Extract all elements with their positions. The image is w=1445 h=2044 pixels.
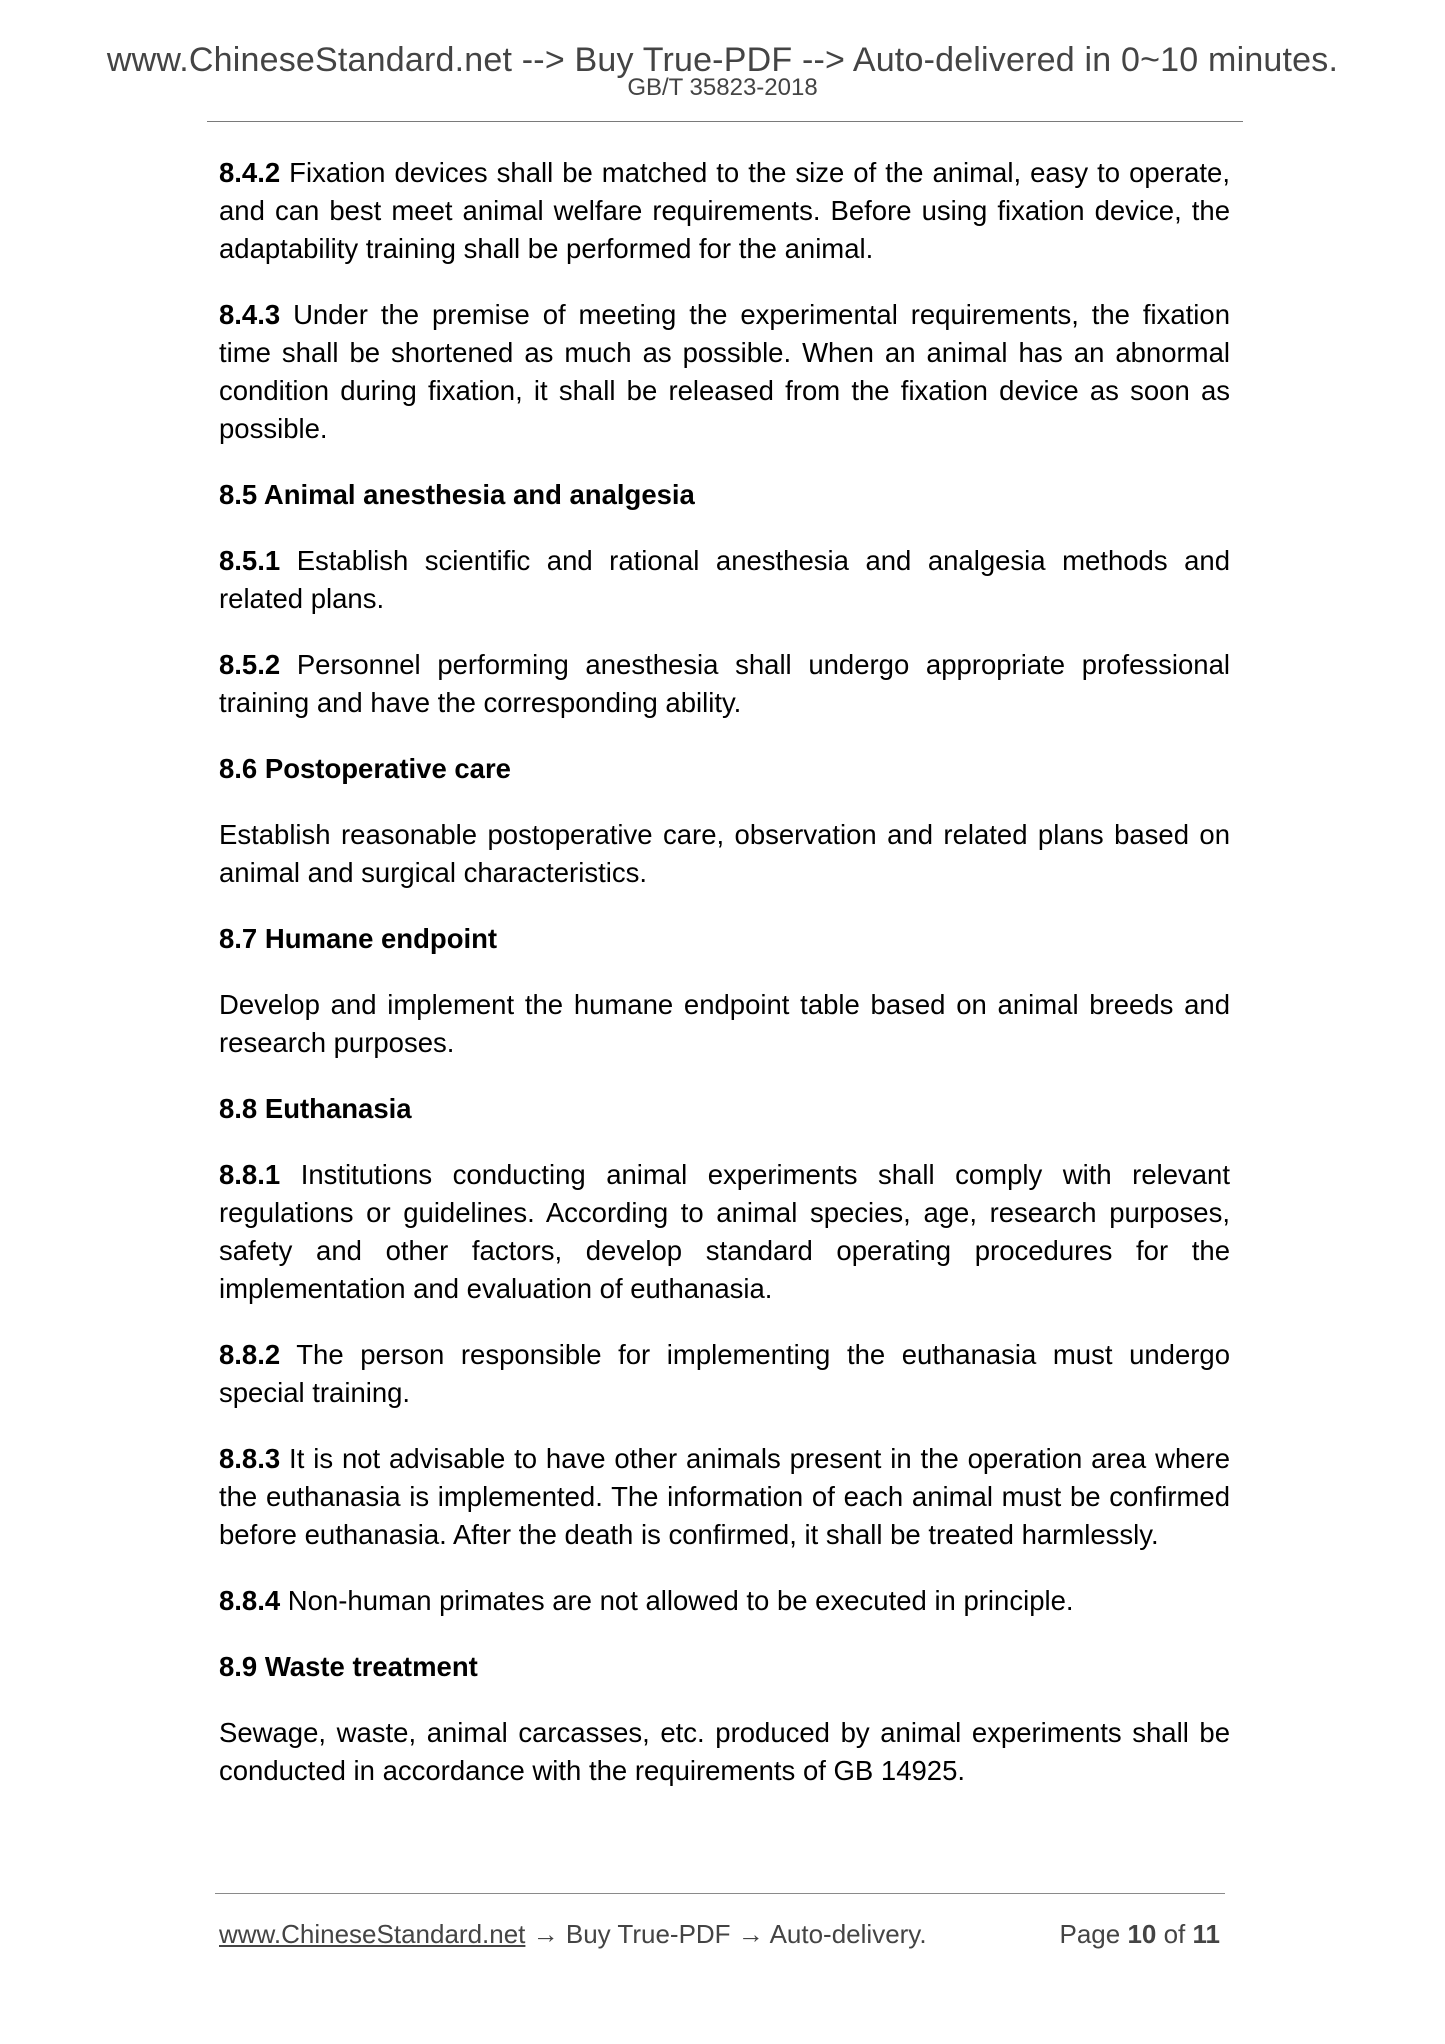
- clause-8-7-text: Develop and implement the humane endpoint table based on animal breeds and research purposes.: [219, 989, 1230, 1058]
- page-label: Page: [1059, 1919, 1128, 1949]
- page-total: 11: [1192, 1919, 1220, 1949]
- page-current: 10: [1127, 1919, 1157, 1949]
- clause-number: 8.8.1: [219, 1159, 281, 1190]
- page-indicator: [1059, 1918, 1220, 1950]
- clause-text: Fixation devices shall be matched to the size of the animal, easy to operate, and can best meet animal welfare requirements. Before using fixation device, the adaptability training shall be performed for the animal.: [219, 157, 1230, 264]
- section-heading-8-6: 8.6 Postoperative care: [219, 753, 511, 784]
- section-heading-8-8: 8.8 Euthanasia: [219, 1093, 412, 1124]
- clause-text: The person responsible for implementing the euthanasia must undergo special training.: [219, 1339, 1230, 1408]
- clause-8-8-2: [219, 1336, 1230, 1412]
- clause-number: 8.4.3: [219, 299, 281, 330]
- clause-8-8-1: [219, 1156, 1230, 1308]
- section-heading-8-5: 8.5 Animal anesthesia and analgesia: [219, 479, 695, 510]
- top-banner: www.ChineseStandard.net --> Buy True-PDF --> Auto-delivered in 0~10 minutes.: [106, 41, 1339, 79]
- section-heading-8-9: 8.9 Waste treatment: [219, 1651, 478, 1682]
- standard-code: GB/T 35823-2018: [627, 74, 818, 101]
- clause-number: 8.5.1: [219, 545, 281, 576]
- clause-8-8-3: [219, 1440, 1230, 1554]
- clause-8-5-1: [219, 542, 1230, 618]
- clause-text: Establish scientific and rational anesthesia and analgesia methods and related plans.: [219, 545, 1230, 614]
- footer-promo-text: → Buy True-PDF → Auto-delivery.: [525, 1919, 927, 1949]
- clause-number: 8.5.2: [219, 649, 281, 680]
- clause-number: 8.4.2: [219, 157, 281, 188]
- footer-website-link[interactable]: www.ChineseStandard.net: [219, 1919, 526, 1949]
- clause-text: Personnel performing anesthesia shall undergo appropriate professional training and have the corresponding ability.: [219, 649, 1230, 718]
- clause-number: 8.8.2: [219, 1339, 281, 1370]
- page-of-label: of: [1156, 1919, 1193, 1949]
- clause-8-4-2: [219, 154, 1230, 268]
- document-body: [219, 154, 1230, 1818]
- clause-8-5-2: [219, 646, 1230, 722]
- header-divider: [207, 121, 1243, 122]
- footer-divider: [215, 1893, 1225, 1894]
- clause-number: 8.8.4: [219, 1585, 281, 1616]
- clause-8-4-3: [219, 296, 1230, 448]
- clause-number: 8.8.3: [219, 1443, 281, 1474]
- clause-8-9-text: Sewage, waste, animal carcasses, etc. produced by animal experiments shall be conducted in accordance with the requirements of GB 14925.: [219, 1717, 1230, 1786]
- clause-text: Under the premise of meeting the experimental requirements, the fixation time shall be shortened as much as possible. When an animal has an abnormal condition during fixation, it shall be released from the fixation device as soon as possible.: [219, 299, 1230, 444]
- clause-text: Non-human primates are not allowed to be executed in principle.: [280, 1585, 1074, 1616]
- footer-promo: [219, 1918, 927, 1950]
- clause-text: It is not advisable to have other animals present in the operation area where the euthanasia is implemented. The information of each animal must be confirmed before euthanasia. After the death is confirmed, it shall be treated harmlessly.: [219, 1443, 1230, 1550]
- clause-8-8-4: [219, 1582, 1230, 1620]
- clause-text: Institutions conducting animal experiments shall comply with relevant regulations or guidelines. According to animal species, age, research purposes, safety and other factors, develop standard operating procedures for the implementation and evaluation of euthanasia.: [219, 1159, 1230, 1304]
- section-heading-8-7: 8.7 Humane endpoint: [219, 923, 498, 954]
- clause-8-6-text: Establish reasonable postoperative care, observation and related plans based on animal and surgical characteristics.: [219, 819, 1230, 888]
